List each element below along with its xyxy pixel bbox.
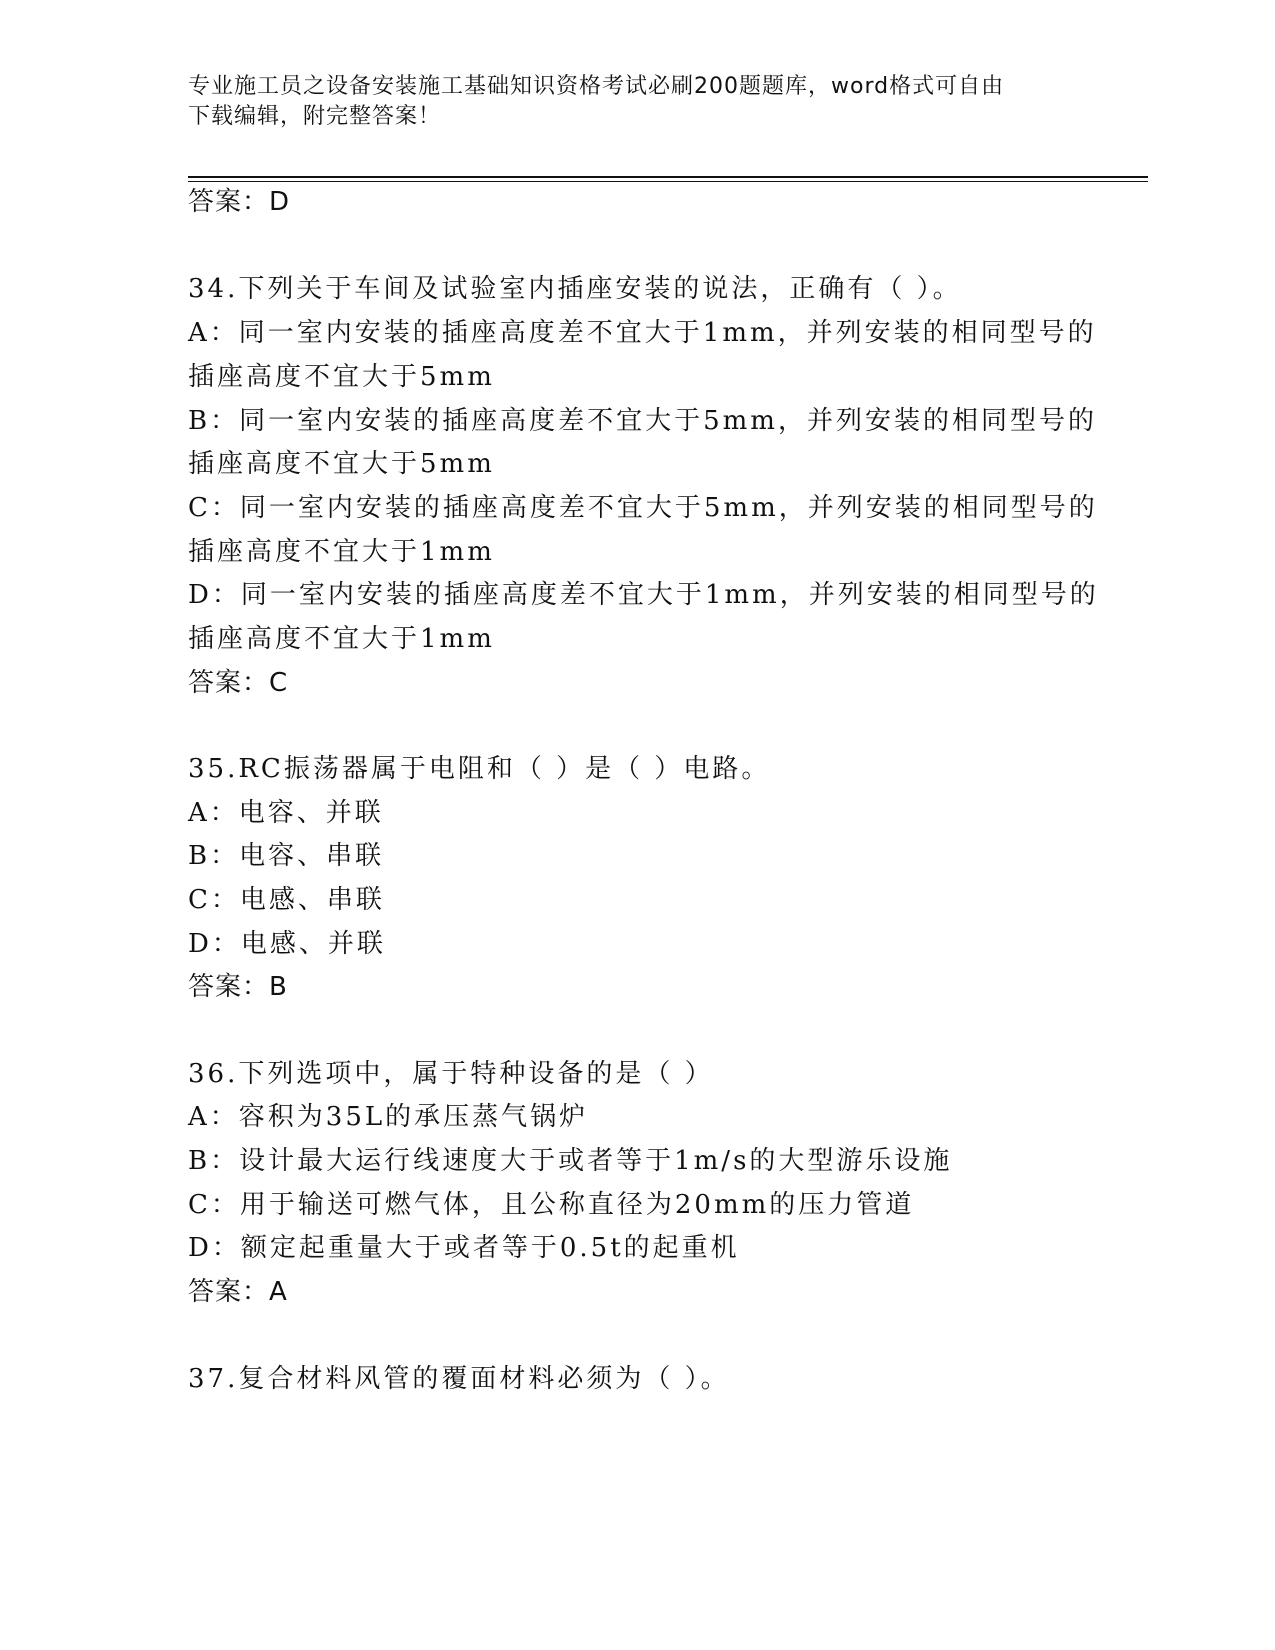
question-34-option-c-line1: C：同一室内安装的插座高度差不宜大于5mm，并列安装的相同型号的 [188,493,1098,523]
question-36-option-c: C：用于输送可燃气体，且公称直径为20mm的压力管道 [188,1190,915,1220]
question-36-option-b: B：设计最大运行线速度大于或者等于1m/s的大型游乐设施 [188,1146,953,1176]
question-37-stem: 37.复合材料风管的覆面材料必须为（ ）。 [188,1364,730,1394]
question-36-option-d: D：额定起重量大于或者等于0.5t的起重机 [188,1233,740,1263]
header-line-1: 专业施工员之设备安装施工基础知识资格考试必刷200题题库，word格式可自由 [188,74,1005,99]
header-rule-thin [188,181,1148,182]
header-rule-thick [188,176,1148,178]
answer-q34: 答案：C [188,668,289,698]
question-34-option-a-line2: 插座高度不宜大于5mm [188,362,495,392]
question-34-option-a-line1: A：同一室内安装的插座高度差不宜大于1mm，并列安装的相同型号的 [188,318,1097,348]
question-35-option-c: C：电感、串联 [188,885,385,915]
question-36-stem: 36.下列选项中，属于特种设备的是（ ） [188,1059,714,1089]
question-35-option-b: B：电容、串联 [188,841,385,871]
question-36-option-a: A：容积为35L的承压蒸气锅炉 [188,1102,589,1132]
document-header [188,72,1088,132]
question-35-option-d: D：电感、并联 [188,929,386,959]
answer-q33: 答案：D [188,187,291,217]
header-line-2: 下载编辑，附完整答案！ [188,104,442,129]
question-35-option-a: A：电容、并联 [188,798,384,828]
answer-q35: 答案：B [188,972,288,1002]
question-34-option-c-line2: 插座高度不宜大于1mm [188,537,495,567]
answer-q36: 答案：A [188,1277,288,1307]
question-34-stem: 34.下列关于车间及试验室内插座安装的说法，正确有（ ）。 [188,274,962,304]
question-34-option-b-line1: B：同一室内安装的插座高度差不宜大于5mm，并列安装的相同型号的 [188,406,1097,436]
question-35-stem: 35.RC振荡器属于电阻和（ ）是（ ）电路。 [188,754,771,784]
question-34-option-b-line2: 插座高度不宜大于5mm [188,449,495,479]
question-34-option-d-line2: 插座高度不宜大于1mm [188,624,495,654]
question-34-option-d-line1: D：同一室内安装的插座高度差不宜大于1mm，并列安装的相同型号的 [188,580,1099,610]
